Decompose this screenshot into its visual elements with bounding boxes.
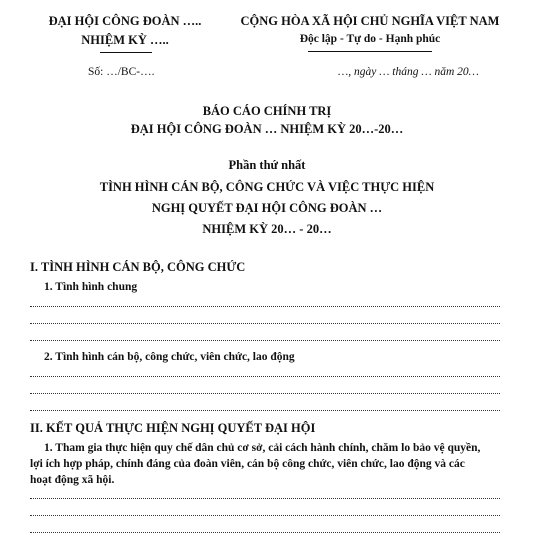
dotted-line [30,513,500,516]
dotted-line [30,391,500,394]
motto-underline [308,51,432,52]
section-1-sub-1: 1. Tình hình chung [44,281,138,293]
dotted-line [30,374,500,377]
document-number: Số: …/BC-…. [88,66,155,78]
part-label: Phần thứ nhất [228,158,306,172]
dotted-line [30,304,500,307]
org-term: NHIỆM KỲ ….. [81,33,169,47]
section-2-heading: II. KẾT QUẢ THỰC HIỆN NGHỊ QUYẾT ĐẠI HỘI [30,421,316,435]
dotted-line [30,530,500,533]
dotted-line [30,496,500,499]
dotted-line [30,321,500,324]
motto: Độc lập - Tự do - Hạnh phúc [299,33,441,45]
dotted-line [30,408,500,411]
part-heading-line3: NHIỆM KỲ 20… - 20… [202,222,332,236]
section-2-paragraph-line2: lợi ích hợp pháp, chính đáng của đoàn viên, cán bộ công chức, viên chức, lao động và các [30,458,465,470]
report-subtitle: ĐẠI HỘI CÔNG ĐOÀN … NHIỆM KỲ 20…-20… [130,122,404,136]
org-name: ĐẠI HỘI CÔNG ĐOÀN ….. [48,14,202,28]
org-underline [100,52,152,53]
country-name: CỘNG HÒA XÃ HỘI CHỦ NGHĨA VIỆT NAM [240,14,500,28]
section-1-sub-2: 2. Tình hình cán bộ, công chức, viên chức, lao động [44,351,295,363]
report-title: BÁO CÁO CHÍNH TRỊ [202,104,332,118]
date-line: …, ngày … tháng … năm 20… [338,66,479,78]
section-1-heading: I. TÌNH HÌNH CÁN BỘ, CÔNG CHỨC [30,260,246,274]
dotted-line [30,338,500,341]
section-2-paragraph-line1: 1. Tham gia thực hiện quy chế dân chủ cơ sở, cải cách hành chính, chăm lo bảo vệ quyền, [44,442,481,454]
part-heading-line1: TÌNH HÌNH CÁN BỘ, CÔNG CHỨC VÀ VIỆC THỰC HIỆN [99,180,435,194]
part-heading-line2: NGHỊ QUYẾT ĐẠI HỘI CÔNG ĐOÀN … [151,201,383,215]
section-2-paragraph-line3: hoạt động xã hội. [30,474,115,486]
